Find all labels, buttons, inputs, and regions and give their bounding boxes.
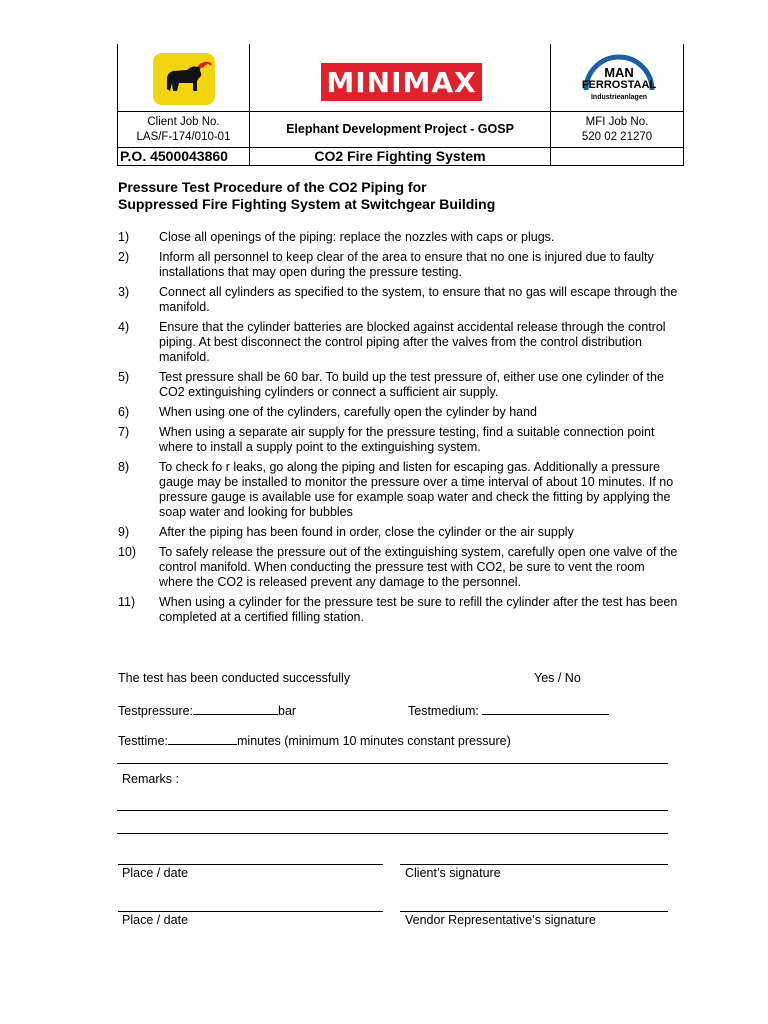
document-title bbox=[118, 179, 495, 213]
step-text: Close all openings of the piping: replace the nozzles with caps or plugs. bbox=[159, 230, 555, 244]
eni-logo bbox=[153, 53, 215, 105]
mfi-job-label: MFI Job No. bbox=[585, 115, 649, 128]
place-date-line-1[interactable] bbox=[118, 864, 383, 865]
mfi-job-number: 520 02 21270 bbox=[581, 130, 653, 143]
step-item bbox=[118, 370, 678, 400]
step-text: Inform all personnel to keep clear of the area to ensure that no one is injured due to faulty installations that may open during the pressure testing. bbox=[159, 250, 654, 279]
step-text: When using a separate air supply for the pressure testing, find a suitable connection point where to install a supply point to the extinguishing system. bbox=[159, 425, 655, 454]
man-logo-subtext: Industrieanlagen bbox=[590, 94, 647, 101]
man-logo-text: MAN bbox=[604, 65, 634, 80]
step-item bbox=[118, 595, 678, 625]
step-text: When using a cylinder for the pressure test be sure to refill the cylinder after the test has been completed at a certified filling station. bbox=[159, 595, 678, 624]
testtime-label: Testtime: bbox=[118, 734, 169, 748]
step-number: 9) bbox=[118, 525, 130, 539]
step-number: 1) bbox=[118, 230, 130, 244]
step-item bbox=[118, 425, 678, 455]
step-text: After the piping has been found in order, close the cylinder or the air supply bbox=[159, 525, 574, 539]
step-text: When using one of the cylinders, carefully open the cylinder by hand bbox=[159, 405, 538, 419]
testtime-field bbox=[118, 733, 511, 748]
step-item bbox=[118, 460, 678, 520]
mfi-job-cell bbox=[551, 112, 683, 147]
testpressure-label: Testpressure: bbox=[118, 704, 194, 718]
place-date-label-1: Place / date bbox=[122, 866, 189, 880]
header-table bbox=[117, 44, 684, 166]
success-label: The test has been conducted successfully bbox=[118, 671, 351, 685]
step-text: Ensure that the cylinder batteries are blocked against accidental release through the control piping. At best disconnect the control piping after the valves from the control distribution manifold. bbox=[159, 320, 666, 364]
step-number: 8) bbox=[118, 460, 130, 474]
step-item bbox=[118, 230, 678, 245]
step-item bbox=[118, 405, 678, 420]
procedure-steps bbox=[118, 230, 678, 630]
step-number: 2) bbox=[118, 250, 130, 264]
remarks-line-2[interactable] bbox=[117, 833, 668, 834]
testpressure-field bbox=[118, 703, 296, 718]
remarks-line-1[interactable] bbox=[117, 810, 668, 811]
testmedium-field bbox=[408, 703, 609, 718]
step-number: 5) bbox=[118, 370, 130, 384]
place-date-label-2: Place / date bbox=[122, 913, 189, 927]
man-ferrostaal-logo bbox=[580, 52, 658, 108]
system-title: CO2 Fire Fighting System bbox=[314, 148, 486, 164]
step-text: Test pressure shall be 60 bar. To build up the test pressure of, either use one cylinder of the CO2 extinguishing cylinders or connect a sufficient air supply. bbox=[159, 370, 664, 399]
yes-no-choice[interactable]: Yes / No bbox=[534, 671, 581, 685]
client-signature-line[interactable] bbox=[400, 864, 668, 865]
testtime-input[interactable] bbox=[168, 733, 237, 745]
step-text: Connect all cylinders as specified to the system, to ensure that no gas will escape through the manifold. bbox=[159, 285, 678, 314]
testmedium-input[interactable] bbox=[482, 703, 609, 715]
step-item bbox=[118, 250, 678, 280]
po-number: P.O. 4500043860 bbox=[120, 148, 228, 164]
minimax-logo-text: MINIMAX bbox=[326, 65, 477, 99]
step-item bbox=[118, 525, 678, 540]
client-signature-label: Client’s signature bbox=[405, 866, 501, 880]
place-date-line-2[interactable] bbox=[118, 911, 383, 912]
vendor-signature-line[interactable] bbox=[400, 911, 668, 912]
remarks-label: Remarks : bbox=[122, 772, 179, 786]
step-number: 4) bbox=[118, 320, 130, 334]
step-item bbox=[118, 545, 678, 590]
vendor-signature-label: Vendor Representative’s signature bbox=[405, 913, 596, 927]
client-job-cell bbox=[118, 112, 249, 147]
client-job-number: LAS/F-174/010-01 bbox=[136, 130, 231, 143]
minimax-logo bbox=[321, 63, 482, 101]
step-number: 11) bbox=[118, 595, 136, 609]
step-number: 10) bbox=[118, 545, 137, 559]
document-title-line1: Pressure Test Procedure of the CO2 Piping for bbox=[118, 179, 427, 195]
testpressure-unit: bar bbox=[278, 704, 297, 718]
remarks-top-rule bbox=[117, 763, 668, 764]
project-title: Elephant Development Project - GOSP bbox=[286, 122, 514, 136]
step-item bbox=[118, 320, 678, 365]
step-number: 3) bbox=[118, 285, 130, 299]
step-item bbox=[118, 285, 678, 315]
ferrostaal-logo-text: FERROSTAAL bbox=[581, 79, 657, 91]
client-job-label: Client Job No. bbox=[147, 115, 220, 128]
step-text: To safely release the pressure out of the extinguishing system, carefully open one valve of the control manifold. When conducting the pressure test with CO2, be sure to vent the room where the CO2 is released prevent any damage to the personnel. bbox=[159, 545, 678, 589]
testtime-suffix: minutes (minimum 10 minutes constant pressure) bbox=[237, 734, 511, 748]
step-number: 6) bbox=[118, 405, 130, 419]
step-text: To check fo r leaks, go along the piping and listen for escaping gas. Additionally a pressure gauge may be installed to monitor the pressure over a time interval of about 10 minutes. If no pressure gauge is available use for example soap water and check the fitting by applying the soap water and looking for bubbles bbox=[159, 460, 674, 519]
document-title-line2: Suppressed Fire Fighting System at Switchgear Building bbox=[118, 196, 496, 212]
step-number: 7) bbox=[118, 425, 130, 439]
testmedium-label: Testmedium: bbox=[408, 704, 479, 718]
testpressure-input[interactable] bbox=[193, 703, 278, 715]
